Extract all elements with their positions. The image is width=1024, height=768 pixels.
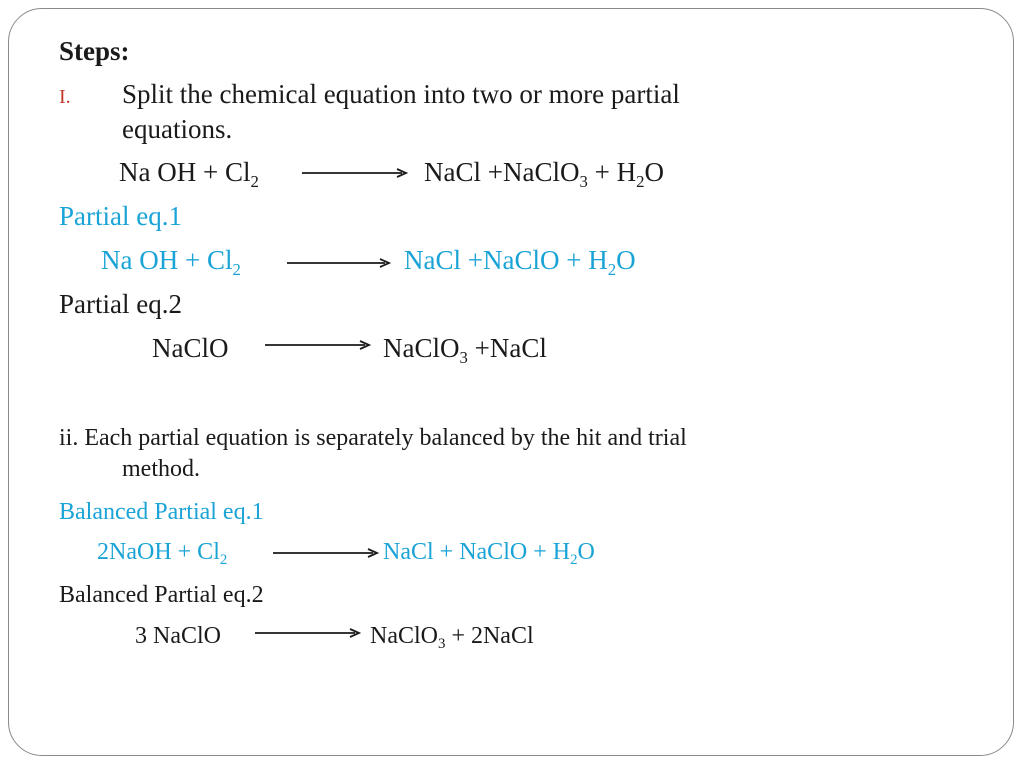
reaction-arrow-icon	[273, 546, 381, 560]
partial2-lhs: NaClO	[152, 333, 229, 363]
step1-line1: Split the chemical equation into two or more partial	[122, 79, 680, 109]
balanced1-lhs	[97, 539, 228, 569]
partial2-rhs-text: NaClO	[383, 333, 460, 363]
balanced2-rhs-sub: 3	[438, 636, 446, 653]
partial1-label: Partial eq.1	[59, 201, 182, 231]
balanced2-rhs	[370, 623, 534, 653]
partial1-rhs-sub: 2	[607, 259, 617, 279]
main-eq-rhs-sub1: 3	[579, 171, 588, 191]
partial1-rhs-text2: O	[616, 245, 636, 275]
balanced1-rhs-text2: O	[577, 539, 595, 565]
main-eq-rhs-text2: + H	[587, 157, 637, 187]
partial2-rhs-text2: +NaCl	[467, 333, 547, 363]
partial2-rhs-sub: 3	[459, 347, 468, 367]
main-eq-rhs-text3: O	[644, 157, 664, 187]
reaction-arrow-icon	[302, 166, 410, 180]
balanced1-lhs-text: 2NaOH + Cl	[97, 539, 220, 565]
step2-line1	[59, 425, 687, 452]
main-eq-lhs-sub: 2	[250, 171, 259, 191]
partial2-label: Partial eq.2	[59, 289, 182, 319]
balanced2-rhs-text: NaClO	[370, 623, 438, 649]
balanced2-rhs-text2: + 2NaCl	[445, 623, 534, 649]
steps-heading: Steps:	[59, 36, 130, 66]
balanced1-label: Balanced Partial eq.1	[59, 499, 264, 525]
partial1-rhs-text: NaCl +NaClO + H	[404, 245, 608, 275]
reaction-arrow-icon	[265, 338, 373, 352]
reaction-arrow-icon	[287, 256, 393, 270]
balanced1-rhs	[383, 539, 595, 569]
balanced1-lhs-sub: 2	[219, 552, 228, 569]
balanced2-lhs: 3 NaClO	[135, 623, 221, 649]
main-eq-rhs-sub2: 2	[636, 171, 645, 191]
partial1-lhs	[101, 245, 241, 279]
partial1-lhs-text: Na OH + Cl	[101, 245, 233, 275]
step2-text: Each partial equation is separately balanced by the hit and trial	[84, 425, 687, 451]
main-eq-rhs-text: NaCl +NaClO	[424, 157, 580, 187]
step1-numeral: I.	[59, 86, 71, 108]
partial1-lhs-sub: 2	[232, 259, 241, 279]
balanced1-rhs-text: NaCl + NaClO + H	[383, 539, 571, 565]
step1-line2: equations.	[122, 114, 233, 144]
main-equation	[119, 157, 259, 191]
reaction-arrow-icon	[255, 626, 363, 640]
main-eq-rhs	[424, 157, 664, 191]
step2-numeral: ii.	[59, 425, 79, 451]
balanced1-rhs-sub: 2	[570, 552, 578, 569]
balanced2-label: Balanced Partial eq.2	[59, 582, 264, 608]
partial1-rhs	[404, 245, 636, 279]
step2-line2: method.	[122, 456, 200, 482]
partial2-rhs	[383, 333, 547, 367]
main-eq-lhs: Na OH + Cl	[119, 157, 251, 187]
